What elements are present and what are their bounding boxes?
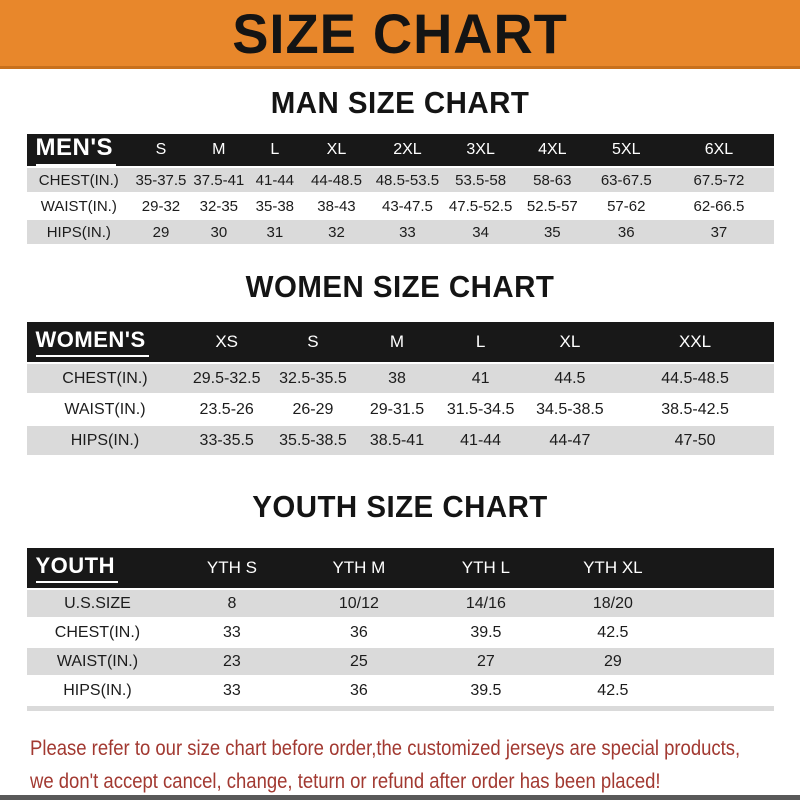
- size-value-cell: 32.5-35.5: [270, 364, 356, 393]
- size-value-cell: 57-62: [607, 197, 646, 215]
- size-column-header: L: [438, 322, 523, 362]
- size-column-header: XL: [303, 134, 370, 166]
- size-value-cell: 58-63: [516, 168, 588, 192]
- size-value-cell: 39.5: [470, 623, 502, 641]
- size-value-cell: 41: [438, 364, 523, 393]
- row-label: HIPS(IN.): [63, 681, 132, 699]
- youth-section: [0, 457, 800, 711]
- size-value-cell: 52.5-57: [526, 197, 578, 215]
- size-value-cell: 44.5-48.5: [617, 364, 774, 393]
- group-label: [27, 322, 184, 362]
- row-label: CHEST(IN.): [27, 364, 184, 393]
- size-value-cell: 53.5-58: [445, 168, 517, 192]
- measurement-row: [27, 395, 774, 424]
- measurement-row: [27, 426, 774, 455]
- size-value-cell: 63-67.5: [588, 168, 664, 192]
- size-value-cell: 34: [445, 220, 517, 244]
- size-column-header: 4XL: [516, 134, 588, 166]
- row-label: WAIST(IN.): [27, 648, 169, 675]
- group-label: [27, 548, 169, 588]
- size-column-header: 5XL: [588, 134, 664, 166]
- filler-cell: [676, 677, 773, 704]
- size-value-cell: 42.5: [597, 681, 629, 699]
- size-column-header: XXL: [617, 322, 774, 362]
- size-value-cell: 38.5-42.5: [661, 400, 729, 418]
- measurement-row: [27, 220, 774, 244]
- size-value-cell: 35-37.5: [131, 168, 191, 192]
- size-value-cell: 14/16: [422, 590, 549, 617]
- size-value-cell: 38-43: [317, 197, 356, 215]
- row-label: HIPS(IN.): [27, 426, 184, 455]
- youth-size-table: [27, 546, 774, 711]
- size-value-cell: 33-35.5: [183, 426, 270, 455]
- size-column-header: XL: [523, 322, 616, 362]
- size-value-cell: 18/20: [549, 590, 676, 617]
- size-value-cell: 41-44: [247, 168, 303, 192]
- bottom-edge-bar: [0, 795, 800, 800]
- size-value-cell: 38: [356, 364, 438, 393]
- measurement-row: [27, 677, 774, 704]
- size-table-header-row: [27, 322, 774, 362]
- size-value-cell: 29: [131, 220, 191, 244]
- size-value-cell: 33: [223, 623, 241, 641]
- size-column-header: YTH XL: [549, 548, 676, 588]
- size-column-header: L: [247, 134, 303, 166]
- size-value-cell: 36: [588, 220, 664, 244]
- size-value-cell: 31.5-34.5: [446, 400, 515, 418]
- size-value-cell: 29.5-32.5: [183, 364, 270, 393]
- group-label-text: YOUTH: [36, 553, 119, 583]
- size-value-cell: 30: [191, 220, 247, 244]
- size-value-cell: 62-66.5: [693, 197, 745, 215]
- row-label: CHEST(IN.): [27, 168, 132, 192]
- group-label-text: WOMEN'S: [36, 327, 149, 357]
- size-value-cell: 25: [295, 648, 422, 675]
- size-value-cell: 41-44: [438, 426, 523, 455]
- youth-section-heading: YOUTH SIZE CHART: [252, 489, 548, 524]
- measurement-row: [27, 364, 774, 393]
- banner-title: SIZE CHART: [232, 1, 568, 65]
- size-table-header-row: [27, 134, 774, 166]
- size-value-cell: 27: [422, 648, 549, 675]
- size-column-header: 6XL: [664, 134, 773, 166]
- measurement-row: [27, 168, 774, 192]
- size-column-header: M: [191, 134, 247, 166]
- size-column-header: S: [270, 322, 356, 362]
- size-value-cell: 47.5-52.5: [448, 197, 513, 215]
- size-value-cell: 36: [350, 681, 368, 699]
- disclaimer-line-2: we don't accept cancel, change, teturn or refund after order has been placed!: [30, 769, 661, 793]
- banner: [0, 0, 800, 69]
- size-value-cell: 10/12: [295, 590, 422, 617]
- women-section: [0, 246, 800, 457]
- men-section-heading: MAN SIZE CHART: [270, 85, 530, 120]
- size-value-cell: 32: [303, 220, 370, 244]
- size-value-cell: 44-47: [523, 426, 616, 455]
- size-value-cell: 35-38: [255, 197, 295, 215]
- size-value-cell: 48.5-53.5: [370, 168, 445, 192]
- row-label: U.S.SIZE: [27, 590, 169, 617]
- size-table-header-row: [27, 548, 774, 588]
- size-value-cell: 26-29: [292, 400, 334, 418]
- group-label-text: MEN'S: [36, 134, 117, 166]
- size-value-cell: 35.5-38.5: [270, 426, 356, 455]
- row-label: WAIST(IN.): [40, 197, 117, 215]
- size-value-cell: 8: [168, 590, 295, 617]
- measurement-row: [27, 648, 774, 675]
- disclaimer-line-1: Please refer to our size chart before order,the customized jerseys are special products,: [30, 736, 741, 760]
- size-value-cell: 36: [350, 623, 368, 641]
- size-value-cell: 32-35: [199, 197, 239, 215]
- filler-cell: [676, 619, 773, 646]
- size-value-cell: 43-47.5: [381, 197, 433, 215]
- row-label: WAIST(IN.): [64, 400, 146, 418]
- size-value-cell: 33: [223, 681, 241, 699]
- group-label: [27, 134, 132, 166]
- row-label: HIPS(IN.): [27, 220, 132, 244]
- size-value-cell: 31: [247, 220, 303, 244]
- size-column-header: M: [356, 322, 438, 362]
- women-section-heading: WOMEN SIZE CHART: [245, 269, 555, 304]
- size-value-cell: 23: [168, 648, 295, 675]
- women-size-table: [27, 320, 774, 457]
- size-value-cell: 37.5-41: [191, 168, 247, 192]
- size-value-cell: 23.5-26: [199, 400, 254, 418]
- size-value-cell: 33: [370, 220, 445, 244]
- disclaimer: [30, 732, 800, 798]
- filler-cell: [676, 548, 773, 588]
- filler-cell: [676, 648, 773, 675]
- men-size-table: [27, 132, 774, 246]
- measurement-row: [27, 194, 774, 218]
- size-value-cell: 29-32: [141, 197, 181, 215]
- size-column-header: XS: [183, 322, 270, 362]
- filler-cell: [676, 590, 773, 617]
- size-column-header: YTH M: [295, 548, 422, 588]
- size-value-cell: 35: [516, 220, 588, 244]
- size-value-cell: 44-48.5: [303, 168, 370, 192]
- size-value-cell: 29-31.5: [369, 400, 425, 418]
- size-column-header: 3XL: [445, 134, 517, 166]
- measurement-row: [27, 590, 774, 617]
- size-column-header: YTH S: [168, 548, 295, 588]
- size-value-cell: 47-50: [617, 426, 774, 455]
- size-column-header: S: [131, 134, 191, 166]
- size-value-cell: 42.5: [597, 623, 629, 641]
- size-value-cell: 44.5: [523, 364, 616, 393]
- size-value-cell: 38.5-41: [356, 426, 438, 455]
- size-value-cell: 29: [549, 648, 676, 675]
- men-section: [0, 69, 800, 246]
- size-column-header: YTH L: [422, 548, 549, 588]
- size-column-header: 2XL: [370, 134, 445, 166]
- measurement-row: [27, 619, 774, 646]
- size-value-cell: 39.5: [470, 681, 502, 699]
- size-value-cell: 37: [664, 220, 773, 244]
- size-value-cell: 67.5-72: [664, 168, 773, 192]
- row-label: CHEST(IN.): [54, 623, 141, 641]
- size-value-cell: 34.5-38.5: [536, 400, 604, 418]
